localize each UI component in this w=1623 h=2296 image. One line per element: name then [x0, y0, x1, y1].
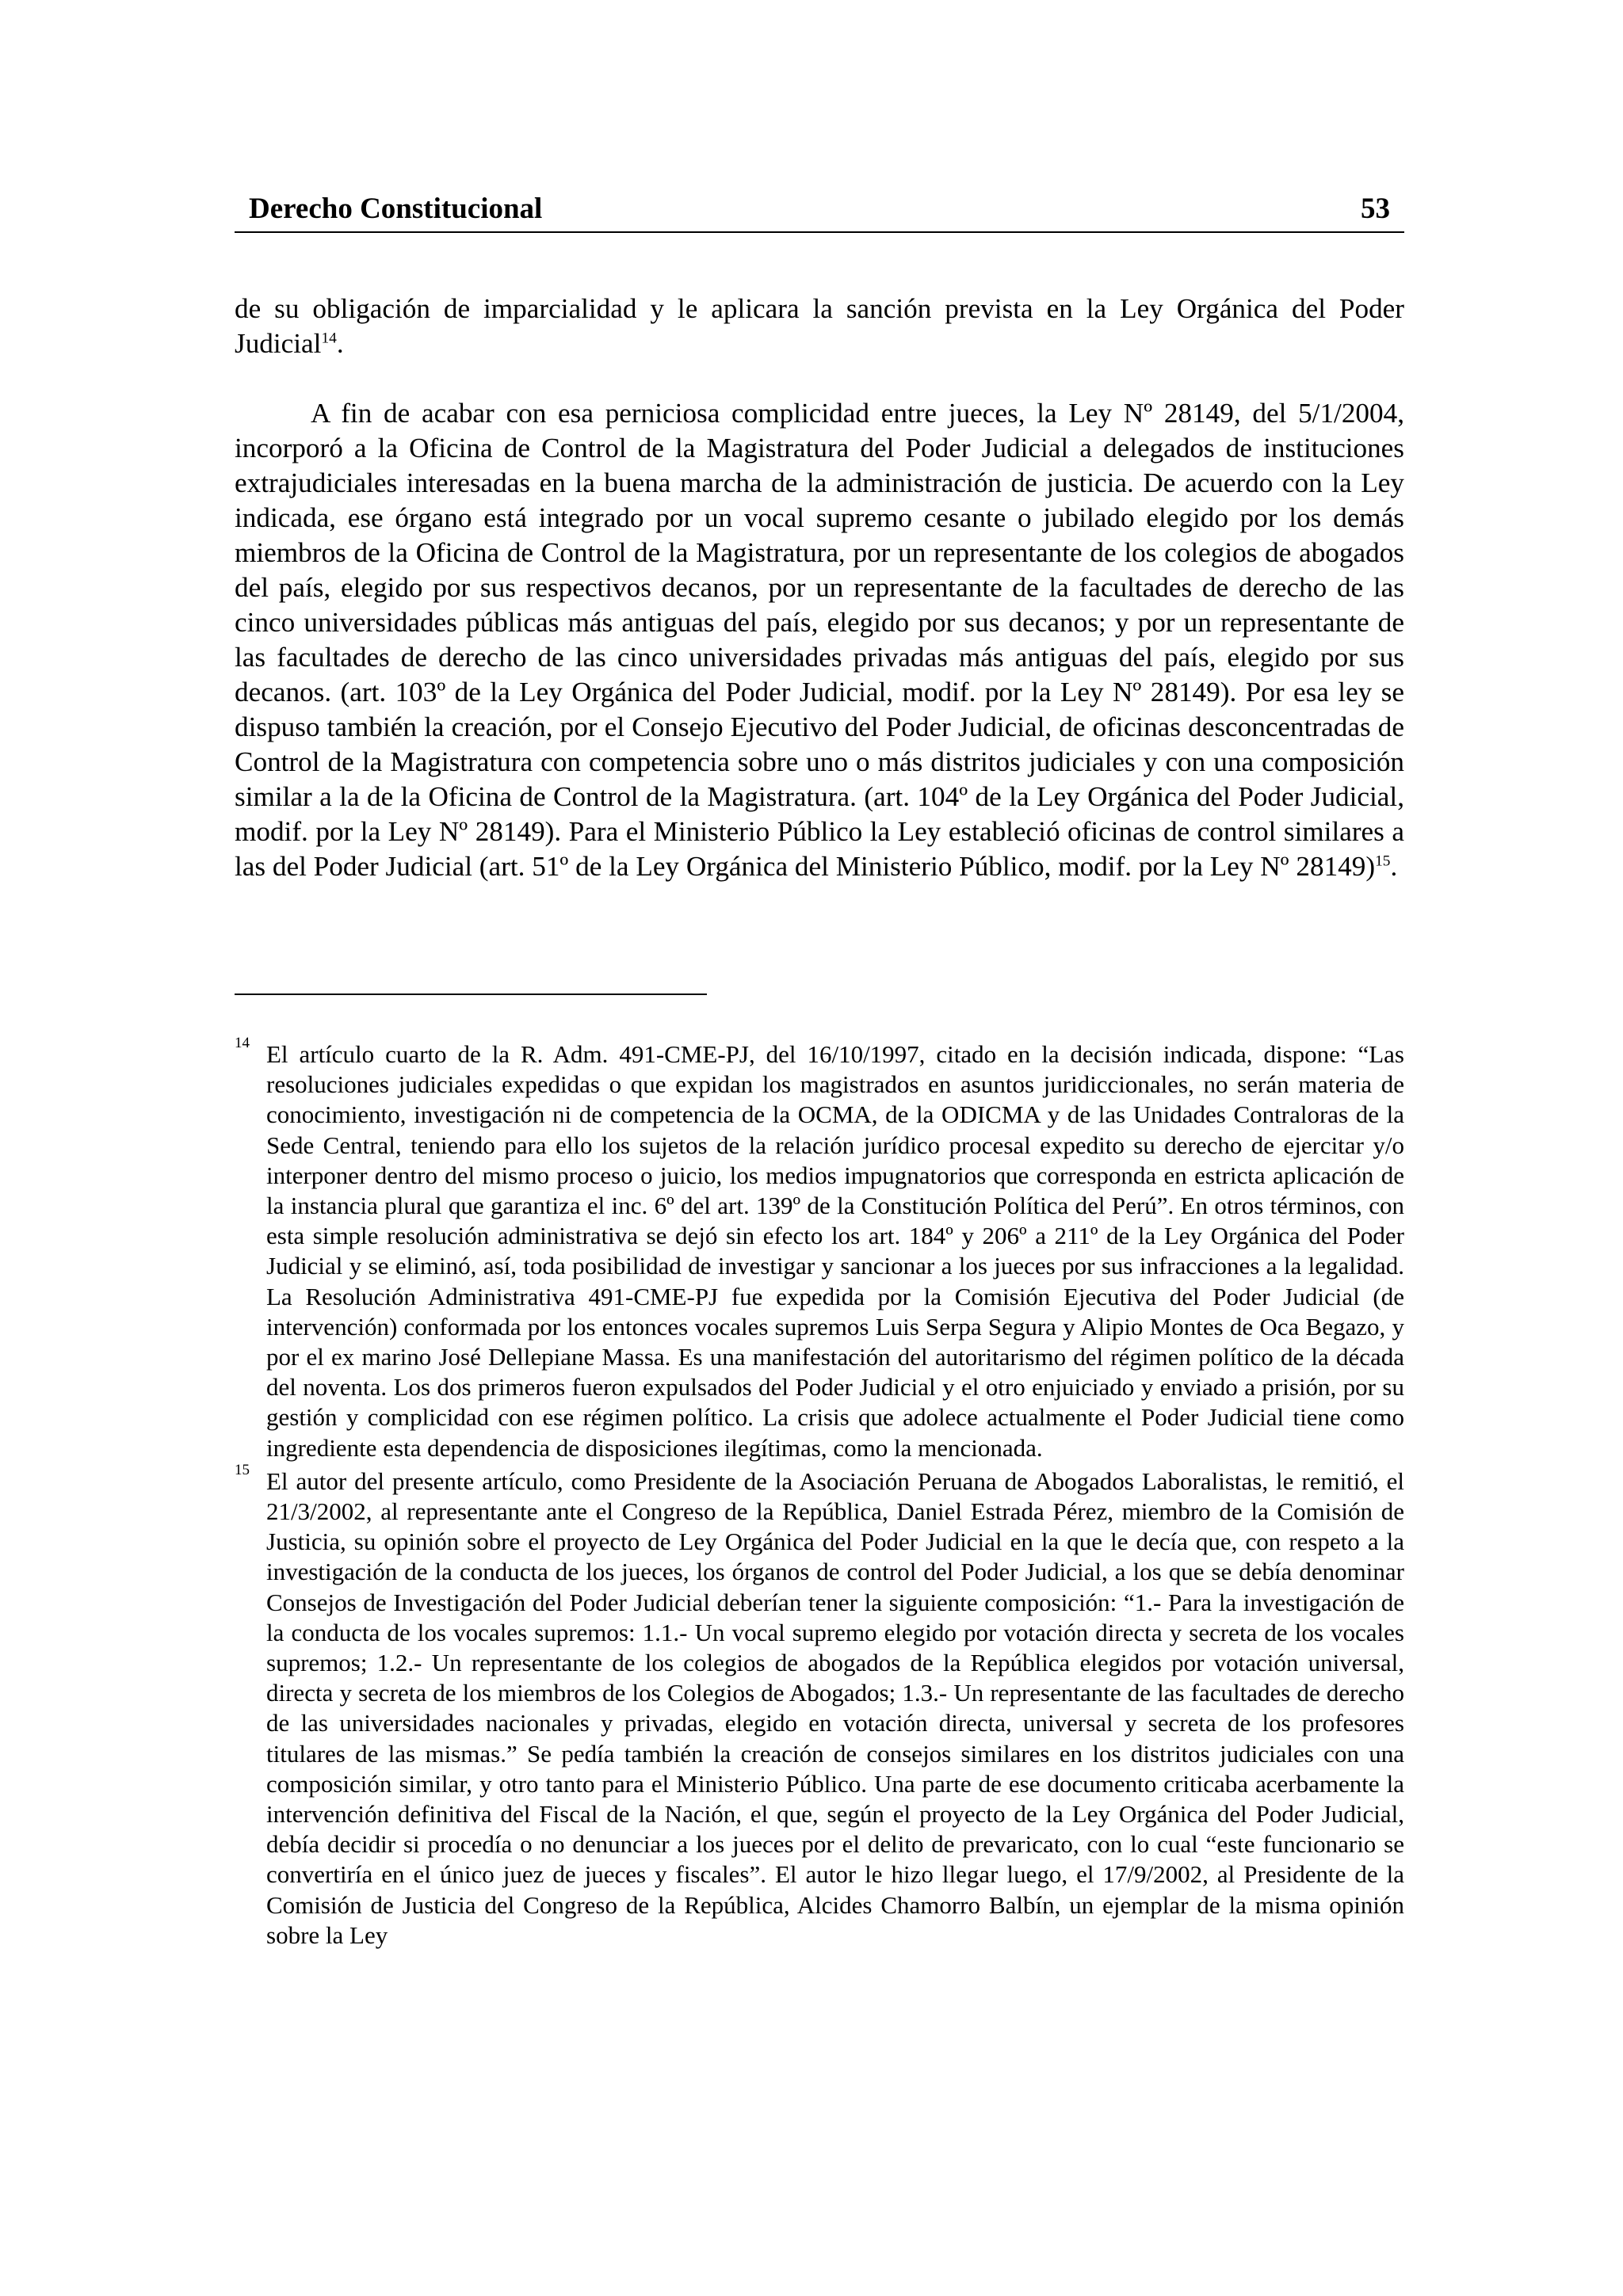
footnotes: [235, 1035, 1404, 1954]
footnote-text: El autor del presente artículo, como Presidente de la Asociación Peruana de Abogados Laboralistas, le remitió, el 21/3/2002, al representante ante el Congreso de la República, Daniel Estrada Pérez, miembro de la Comisión de Justicia, su opinión sobre el proyecto de Ley Orgánica del Poder Judicial en la que le decía que, con respeto a la investigación de la conducta de los jueces, los órganos de control del Poder Judicial, a los que se debía denominar Consejos de Investigación del Poder Judicial deberían tener la siguiente composición: “1.- Para la investigación de la conducta de los vocales supremos: 1.1.- Un vocal supremo elegido por votación directa y secreta de los vocales supremos; 1.2.- Un representante de los colegios de abogados de la República elegidos por votación universal, directa y secreta de los miembros de los Colegios de Abogados; 1.3.- Un representante de las facultades de derecho de las universidades nacionales y privadas, elegido en votación directa, universal y secreta de los profesores titulares de las mismas.” Se pedía también la creación de consejos similares en los distritos judiciales con una composición similar, y otro tanto para el Ministerio Público. Una parte de ese documento criticaba acerbamente la intervención definitiva del Fiscal de la Nación, el que, según el proyecto de la Ley Orgánica del Poder Judicial, debía decidir si procedía o no denunciar a los jueces por el delito de prevaricato, con lo cual “este funcionario se convertiría en el único juez de jueces y fiscales”. El autor le hizo llegar luego, el 17/9/2002, al Presidente de la Comisión de Justicia del Congreso de la República, Alcides Chamorro Balbín, un ejemplar de la misma opinión sobre la Ley: [266, 1466, 1404, 1949]
footnote-14: [235, 1035, 1404, 1463]
paragraph-main: [235, 396, 1404, 884]
running-header: [235, 187, 1404, 233]
header-title: Derecho Constitucional: [249, 193, 543, 225]
body-text: [235, 292, 1404, 884]
footnote-number: 15: [235, 1461, 250, 1478]
footnote-text: El artículo cuarto de la R. Adm. 491-CME-PJ, del 16/10/1997, citado en la decisión indicada, dispone: “Las resoluciones judiciales expedidas o que expidan los magistrados en asuntos juridiccionales, no serán materia de conocimiento, investigación ni de competencia de la OCMA, de la ODICMA y de las Unidades Contraloras de la Sede Central, teniendo para ello los sujetos de la relación jurídico procesal expedito su derecho de ejercitar y/o interponer dentro del mismo proceso o juicio, los medios impugnatorios que corresponda en estricta aplicación de la instancia plural que garantiza el inc. 6º del art. 139º de la Constitución Política del Perú”. En otros términos, con esta simple resolución administrativa se dejó sin efecto los art. 184º y 206º a 211º de la Ley Orgánica del Poder Judicial y se eliminó, así, toda posibilidad de investigar y sancionar a los jueces por sus infracciones a la legalidad. La Resolución Administrativa 491-CME-PJ fue expedida por la Comisión Ejecutiva del Poder Judicial (de intervención) conformada por los entonces vocales supremos Luis Serpa Segura y Alipio Montes de Oca Begazo, y por el ex marino José Dellepiane Massa. Es una manifestación del autoritarismo del régimen político de la década del noventa. Los dos primeros fueron expulsados del Poder Judicial y el otro enjuiciado y enviado a prisión, por su gestión y complicidad con ese régimen político. La crisis que adolece actualmente el Poder Judicial tiene como ingrediente esta dependencia de disposiciones ilegítimas, como la mencionada.: [266, 1040, 1404, 1462]
paragraph-end: .: [336, 328, 344, 359]
footnote-ref-15[interactable]: 15: [1375, 852, 1391, 870]
footnote-number: 14: [235, 1035, 250, 1051]
paragraph-text: A fin de acabar con esa perniciosa complicidad entre jueces, la Ley Nº 28149, del 5/1/2004, incorporó a la Oficina de Control de la Magistratura del Poder Judicial a delegados de instituciones extrajudiciales interesadas en la buena marcha de la administración de justicia. De acuerdo con la Ley indicada, ese órgano está integrado por un vocal supremo cesante o jubilado elegido por los demás miembros de la Oficina de Control de la Magistratura, por un representante de los colegios de abogados del país, elegido por sus respectivos decanos, por un representante de la facultades de derecho de las cinco universidades públicas más antiguas del país, elegido por sus decanos; y por un representante de las facultades de derecho de las cinco universidades privadas más antiguas del país, elegido por sus decanos. (art. 103º de la Ley Orgánica del Poder Judicial, modif. por la Ley Nº 28149). Por esa ley se dispuso también la creación, por el Consejo Ejecutivo del Poder Judicial, de oficinas desconcentradas de Control de la Magistratura con competencia sobre uno o más distritos judiciales y con una composición similar a la de la Oficina de Control de la Magistratura. (art. 104º de la Ley Orgánica del Poder Judicial, modif. por la Ley Nº 28149). Para el Ministerio Público la Ley estableció oficinas de control similares a las del Poder Judicial (art. 51º de la Ley Orgánica del Ministerio Público, modif. por la Ley Nº 28149): [235, 398, 1404, 882]
footnote-ref-14[interactable]: 14: [321, 330, 337, 347]
page-number: 53: [1361, 193, 1390, 225]
paragraph-end: .: [1390, 851, 1398, 882]
paragraph-text: de su obligación de imparcialidad y le aplicara la sanción prevista en la Ley Orgánica del Poder Judicial: [235, 293, 1404, 359]
document-page: [235, 0, 1404, 2296]
paragraph-continued: [235, 292, 1404, 361]
footnote-separator: [235, 994, 707, 995]
footnote-15: [235, 1461, 1404, 1951]
